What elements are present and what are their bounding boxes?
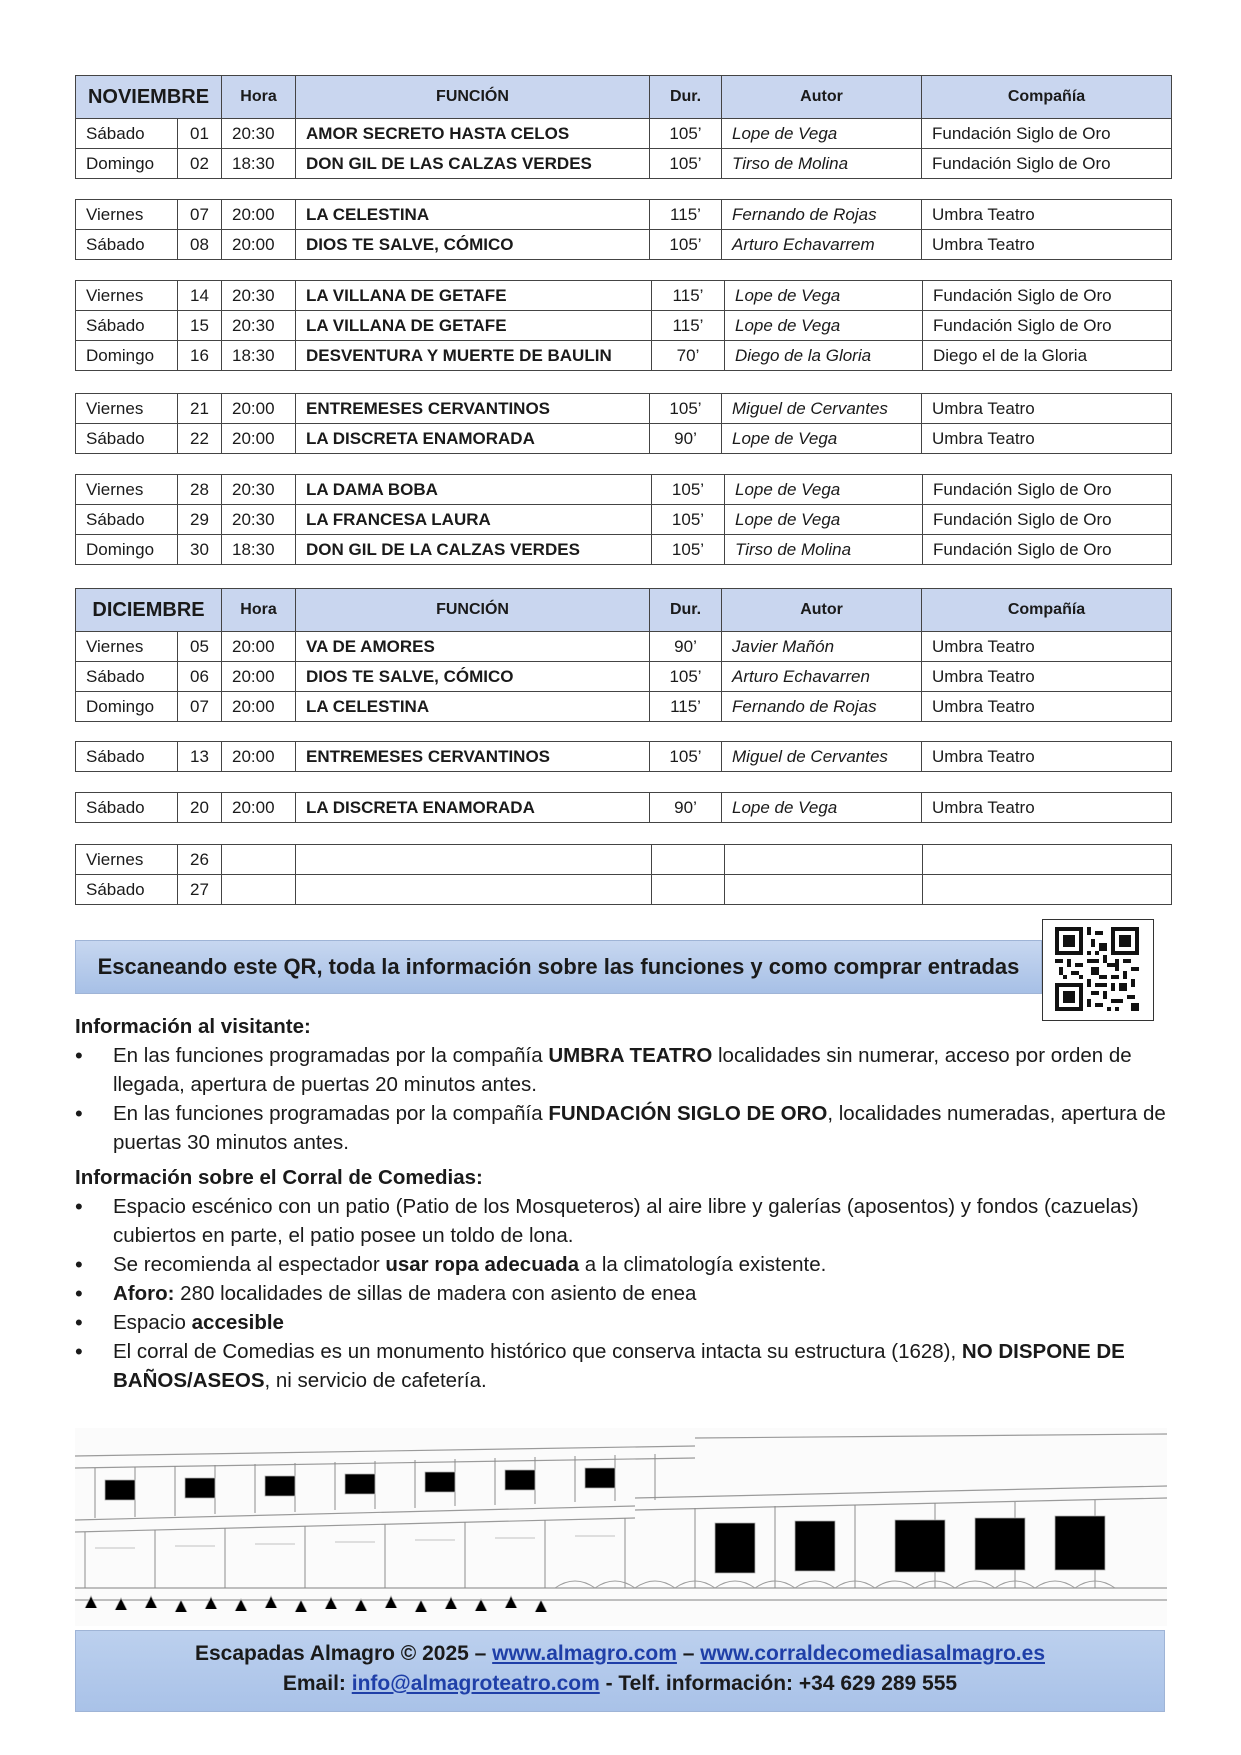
- title: [296, 845, 652, 875]
- table-row: [76, 119, 1172, 149]
- author: Lope de Vega: [725, 475, 923, 505]
- text: En las funciones programadas por la compañía: [113, 1102, 549, 1125]
- duration: 105’: [652, 505, 725, 535]
- time: 20:30: [222, 475, 296, 505]
- table-row: [76, 475, 1172, 505]
- time: 20:00: [222, 200, 296, 230]
- table-row: [76, 692, 1172, 722]
- table-row: [76, 281, 1172, 311]
- date: 15: [178, 311, 222, 341]
- title: LA DISCRETA ENAMORADA: [296, 424, 650, 454]
- table-row: [76, 793, 1172, 823]
- company: Umbra Teatro: [922, 692, 1172, 722]
- time: 20:00: [222, 394, 296, 424]
- date: 13: [178, 742, 222, 772]
- qr-code[interactable]: [1042, 919, 1154, 1021]
- title: DESVENTURA Y MUERTE DE BAULIN: [296, 341, 652, 371]
- day: Viernes: [76, 394, 178, 424]
- time: 20:30: [222, 119, 296, 149]
- date: 27: [178, 875, 222, 905]
- text: El corral de Comedias es un monumento histórico que conserva intacta su estructura (1628),: [113, 1340, 962, 1363]
- title: LA VILLANA DE GETAFE: [296, 311, 652, 341]
- time: 20:30: [222, 505, 296, 535]
- table-row: [76, 742, 1172, 772]
- visitor-list: [75, 1041, 1175, 1157]
- date: 16: [178, 341, 222, 371]
- title: LA CELESTINA: [296, 200, 650, 230]
- email-label: Email:: [282, 1672, 352, 1695]
- title: LA DAMA BOBA: [296, 475, 652, 505]
- time: 20:00: [222, 742, 296, 772]
- text: Espacio: [113, 1311, 192, 1334]
- day: Domingo: [76, 149, 178, 179]
- table-row: [76, 632, 1172, 662]
- text: a la climatología existente.: [579, 1253, 827, 1276]
- duration: 105’: [650, 742, 722, 772]
- author: Tirso de Molina: [725, 535, 923, 565]
- day: Viernes: [76, 200, 178, 230]
- author: Arturo Echavarrem: [722, 230, 922, 260]
- company: Umbra Teatro: [922, 632, 1172, 662]
- day: Viernes: [76, 632, 178, 662]
- day: Sábado: [76, 505, 178, 535]
- corral-heading: Información sobre el Corral de Comedias:: [75, 1166, 483, 1189]
- table-row: [76, 200, 1172, 230]
- date: 06: [178, 662, 222, 692]
- time: 18:30: [222, 535, 296, 565]
- time: 20:00: [222, 424, 296, 454]
- duration: 105’: [650, 662, 722, 692]
- noviembre-week-5: [75, 474, 1172, 565]
- duration: 115’: [650, 692, 722, 722]
- title: LA CELESTINA: [296, 692, 650, 722]
- date: 05: [178, 632, 222, 662]
- diciembre-table: [75, 588, 1172, 722]
- visitor-info: [75, 1012, 1175, 1157]
- title: DIOS TE SALVE, CÓMICO: [296, 662, 650, 692]
- diciembre-week-2: [75, 741, 1172, 772]
- time: 18:30: [222, 341, 296, 371]
- date: 02: [178, 149, 222, 179]
- duration: 105’: [652, 535, 725, 565]
- duration: 105’: [652, 475, 725, 505]
- table-row: [76, 845, 1172, 875]
- date: 07: [178, 200, 222, 230]
- company: Fundación Siglo de Oro: [923, 535, 1172, 565]
- table-row: [76, 535, 1172, 565]
- col-hora: Hora: [222, 76, 296, 119]
- almagro-link[interactable]: www.almagro.com: [492, 1642, 677, 1665]
- time: 20:30: [222, 311, 296, 341]
- duration: 115’: [652, 311, 725, 341]
- visitor-heading: Información al visitante:: [75, 1015, 311, 1038]
- title: AMOR SECRETO HASTA CELOS: [296, 119, 650, 149]
- copyright-text: Escapadas Almagro © 2025 –: [194, 1642, 493, 1665]
- duration: 70’: [652, 341, 725, 371]
- col-autor: Autor: [722, 589, 922, 632]
- date: 07: [178, 692, 222, 722]
- title: [296, 875, 652, 905]
- author: Lope de Vega: [725, 505, 923, 535]
- day: Sábado: [76, 311, 178, 341]
- list-item: [113, 1041, 1175, 1099]
- day: Domingo: [76, 535, 178, 565]
- author: Tirso de Molina: [722, 149, 922, 179]
- date: 26: [178, 845, 222, 875]
- company: Fundación Siglo de Oro: [922, 149, 1172, 179]
- table-row: [76, 662, 1172, 692]
- footer: [75, 1630, 1165, 1712]
- author: Fernando de Rojas: [722, 692, 922, 722]
- author: [725, 875, 923, 905]
- table-row: [76, 230, 1172, 260]
- day: Domingo: [76, 692, 178, 722]
- list-item: [113, 1192, 1175, 1250]
- email-link[interactable]: info@almagroteatro.com: [351, 1672, 600, 1695]
- company-name: FUNDACIÓN SIGLO DE ORO: [548, 1102, 828, 1125]
- title: VA DE AMORES: [296, 632, 650, 662]
- emphasis: NO DISPONE DE BAÑOS/ASEOS: [113, 1340, 1125, 1392]
- company: Fundación Siglo de Oro: [923, 475, 1172, 505]
- noviembre-week-3: [75, 280, 1172, 371]
- author: Lope de Vega: [722, 119, 922, 149]
- time: 20:30: [222, 281, 296, 311]
- noviembre-week-4: [75, 393, 1172, 454]
- text: , localidades numeradas, apertura de puertas 30 minutos antes.: [113, 1102, 1166, 1154]
- corral-list: [75, 1192, 1175, 1395]
- duration: 105’: [650, 394, 722, 424]
- duration: 115’: [652, 281, 725, 311]
- duration: 105’: [650, 149, 722, 179]
- diciembre-week-4: [75, 844, 1172, 905]
- list-item: [113, 1308, 1175, 1337]
- table-header: [76, 76, 1172, 119]
- time: 20:00: [222, 662, 296, 692]
- col-dur: Dur.: [650, 589, 722, 632]
- company: Umbra Teatro: [922, 424, 1172, 454]
- time: [222, 845, 296, 875]
- date: 14: [178, 281, 222, 311]
- corral-sketch-image: [75, 1428, 1167, 1626]
- duration: 115’: [650, 200, 722, 230]
- author: Lope de Vega: [725, 281, 923, 311]
- text: Espacio escénico con un patio (Patio de los Mosqueteros) al aire libre y galerías (aposentos) y fondos (cazuelas) cubiertos en parte, el patio posee un toldo de lona.: [113, 1195, 1139, 1247]
- col-dur: Dur.: [650, 76, 722, 119]
- date: 21: [178, 394, 222, 424]
- author: Fernando de Rojas: [722, 200, 922, 230]
- duration: 105’: [650, 119, 722, 149]
- time: 20:00: [222, 230, 296, 260]
- day: Sábado: [76, 742, 178, 772]
- title: LA FRANCESA LAURA: [296, 505, 652, 535]
- table-row: [76, 341, 1172, 371]
- company: Umbra Teatro: [922, 200, 1172, 230]
- author: Lope de Vega: [722, 424, 922, 454]
- author: Javier Mañón: [722, 632, 922, 662]
- company: Umbra Teatro: [922, 793, 1172, 823]
- author: Lope de Vega: [725, 311, 923, 341]
- time: 20:00: [222, 632, 296, 662]
- company: Umbra Teatro: [922, 394, 1172, 424]
- company: Fundación Siglo de Oro: [922, 119, 1172, 149]
- day: Sábado: [76, 230, 178, 260]
- text: 280 localidades de sillas de madera con asiento de enea: [174, 1282, 697, 1305]
- col-autor: Autor: [722, 76, 922, 119]
- emphasis: usar ropa adecuada: [385, 1253, 580, 1276]
- company: Umbra Teatro: [922, 230, 1172, 260]
- time: 20:00: [222, 793, 296, 823]
- title: DON GIL DE LAS CALZAS VERDES: [296, 149, 650, 179]
- author: Lope de Vega: [722, 793, 922, 823]
- author: Miguel de Cervantes: [722, 394, 922, 424]
- noviembre-table: [75, 75, 1172, 179]
- corral-info: [75, 1163, 1175, 1395]
- duration: 90’: [650, 632, 722, 662]
- text: , ni servicio de cafetería.: [264, 1369, 487, 1392]
- date: 29: [178, 505, 222, 535]
- phone-text: - Telf. información: +34 629 289 555: [599, 1672, 958, 1695]
- text: Se recomienda al espectador: [113, 1253, 386, 1276]
- company: Umbra Teatro: [922, 742, 1172, 772]
- company: Fundación Siglo de Oro: [923, 311, 1172, 341]
- title: LA VILLANA DE GETAFE: [296, 281, 652, 311]
- table-header: [76, 589, 1172, 632]
- company: Diego el de la Gloria: [923, 341, 1172, 371]
- list-item: [113, 1337, 1175, 1395]
- day: Viernes: [76, 281, 178, 311]
- title: LA DISCRETA ENAMORADA: [296, 793, 650, 823]
- company-name: UMBRA TEATRO: [548, 1044, 713, 1067]
- day: Domingo: [76, 341, 178, 371]
- col-hora: Hora: [222, 589, 296, 632]
- col-funcion: FUNCIÓN: [296, 589, 650, 632]
- title: ENTREMESES CERVANTINOS: [296, 742, 650, 772]
- col-compania: Compañía: [922, 76, 1172, 119]
- title: ENTREMESES CERVANTINOS: [296, 394, 650, 424]
- author: Arturo Echavarren: [722, 662, 922, 692]
- author: [725, 845, 923, 875]
- emphasis: Aforo:: [113, 1282, 175, 1305]
- table-row: [76, 505, 1172, 535]
- table-row: [76, 149, 1172, 179]
- time: 18:30: [222, 149, 296, 179]
- diciembre-week-3: [75, 792, 1172, 823]
- separator: –: [676, 1642, 701, 1665]
- text: En las funciones programadas por la compañía: [113, 1044, 549, 1067]
- day: Sábado: [76, 793, 178, 823]
- title: DIOS TE SALVE, CÓMICO: [296, 230, 650, 260]
- text: localidades sin numerar, acceso por orden de llegada, apertura de puertas 20 minutos antes.: [113, 1044, 1132, 1096]
- date: 22: [178, 424, 222, 454]
- month-header: DICIEMBRE: [76, 589, 222, 632]
- col-funcion: FUNCIÓN: [296, 76, 650, 119]
- corral-link[interactable]: www.corraldecomediasalmagro.es: [700, 1642, 1045, 1665]
- date: 28: [178, 475, 222, 505]
- noviembre-week-2: [75, 199, 1172, 260]
- company: Fundación Siglo de Oro: [923, 505, 1172, 535]
- qr-banner-text: Escaneando este QR, toda la información sobre las funciones y como comprar entradas: [97, 954, 1020, 979]
- author: Miguel de Cervantes: [722, 742, 922, 772]
- title: DON GIL DE LA CALZAS VERDES: [296, 535, 652, 565]
- table-row: [76, 875, 1172, 905]
- company: Fundación Siglo de Oro: [923, 281, 1172, 311]
- list-item: [113, 1250, 1175, 1279]
- emphasis: accesible: [191, 1311, 284, 1334]
- duration: [652, 875, 725, 905]
- author: Diego de la Gloria: [725, 341, 923, 371]
- date: 20: [178, 793, 222, 823]
- company: Umbra Teatro: [922, 662, 1172, 692]
- list-item: [113, 1279, 1175, 1308]
- qr-banner: [75, 940, 1042, 994]
- day: Sábado: [76, 875, 178, 905]
- time: 20:00: [222, 692, 296, 722]
- day: Sábado: [76, 662, 178, 692]
- company: [923, 875, 1172, 905]
- day: Sábado: [76, 119, 178, 149]
- table-row: [76, 394, 1172, 424]
- qr-code-icon: [1055, 927, 1139, 1011]
- footer-line-2: [76, 1669, 1164, 1699]
- table-row: [76, 424, 1172, 454]
- day: Viernes: [76, 475, 178, 505]
- duration: 90’: [650, 793, 722, 823]
- col-compania: Compañía: [922, 589, 1172, 632]
- list-item: [113, 1099, 1175, 1157]
- duration: [652, 845, 725, 875]
- duration: 105’: [650, 230, 722, 260]
- footer-line-1: [76, 1639, 1164, 1669]
- month-header: NOVIEMBRE: [76, 76, 222, 119]
- time: [222, 875, 296, 905]
- date: 01: [178, 119, 222, 149]
- company: [923, 845, 1172, 875]
- table-row: [76, 311, 1172, 341]
- date: 30: [178, 535, 222, 565]
- date: 08: [178, 230, 222, 260]
- day: Sábado: [76, 424, 178, 454]
- duration: 90’: [650, 424, 722, 454]
- day: Viernes: [76, 845, 178, 875]
